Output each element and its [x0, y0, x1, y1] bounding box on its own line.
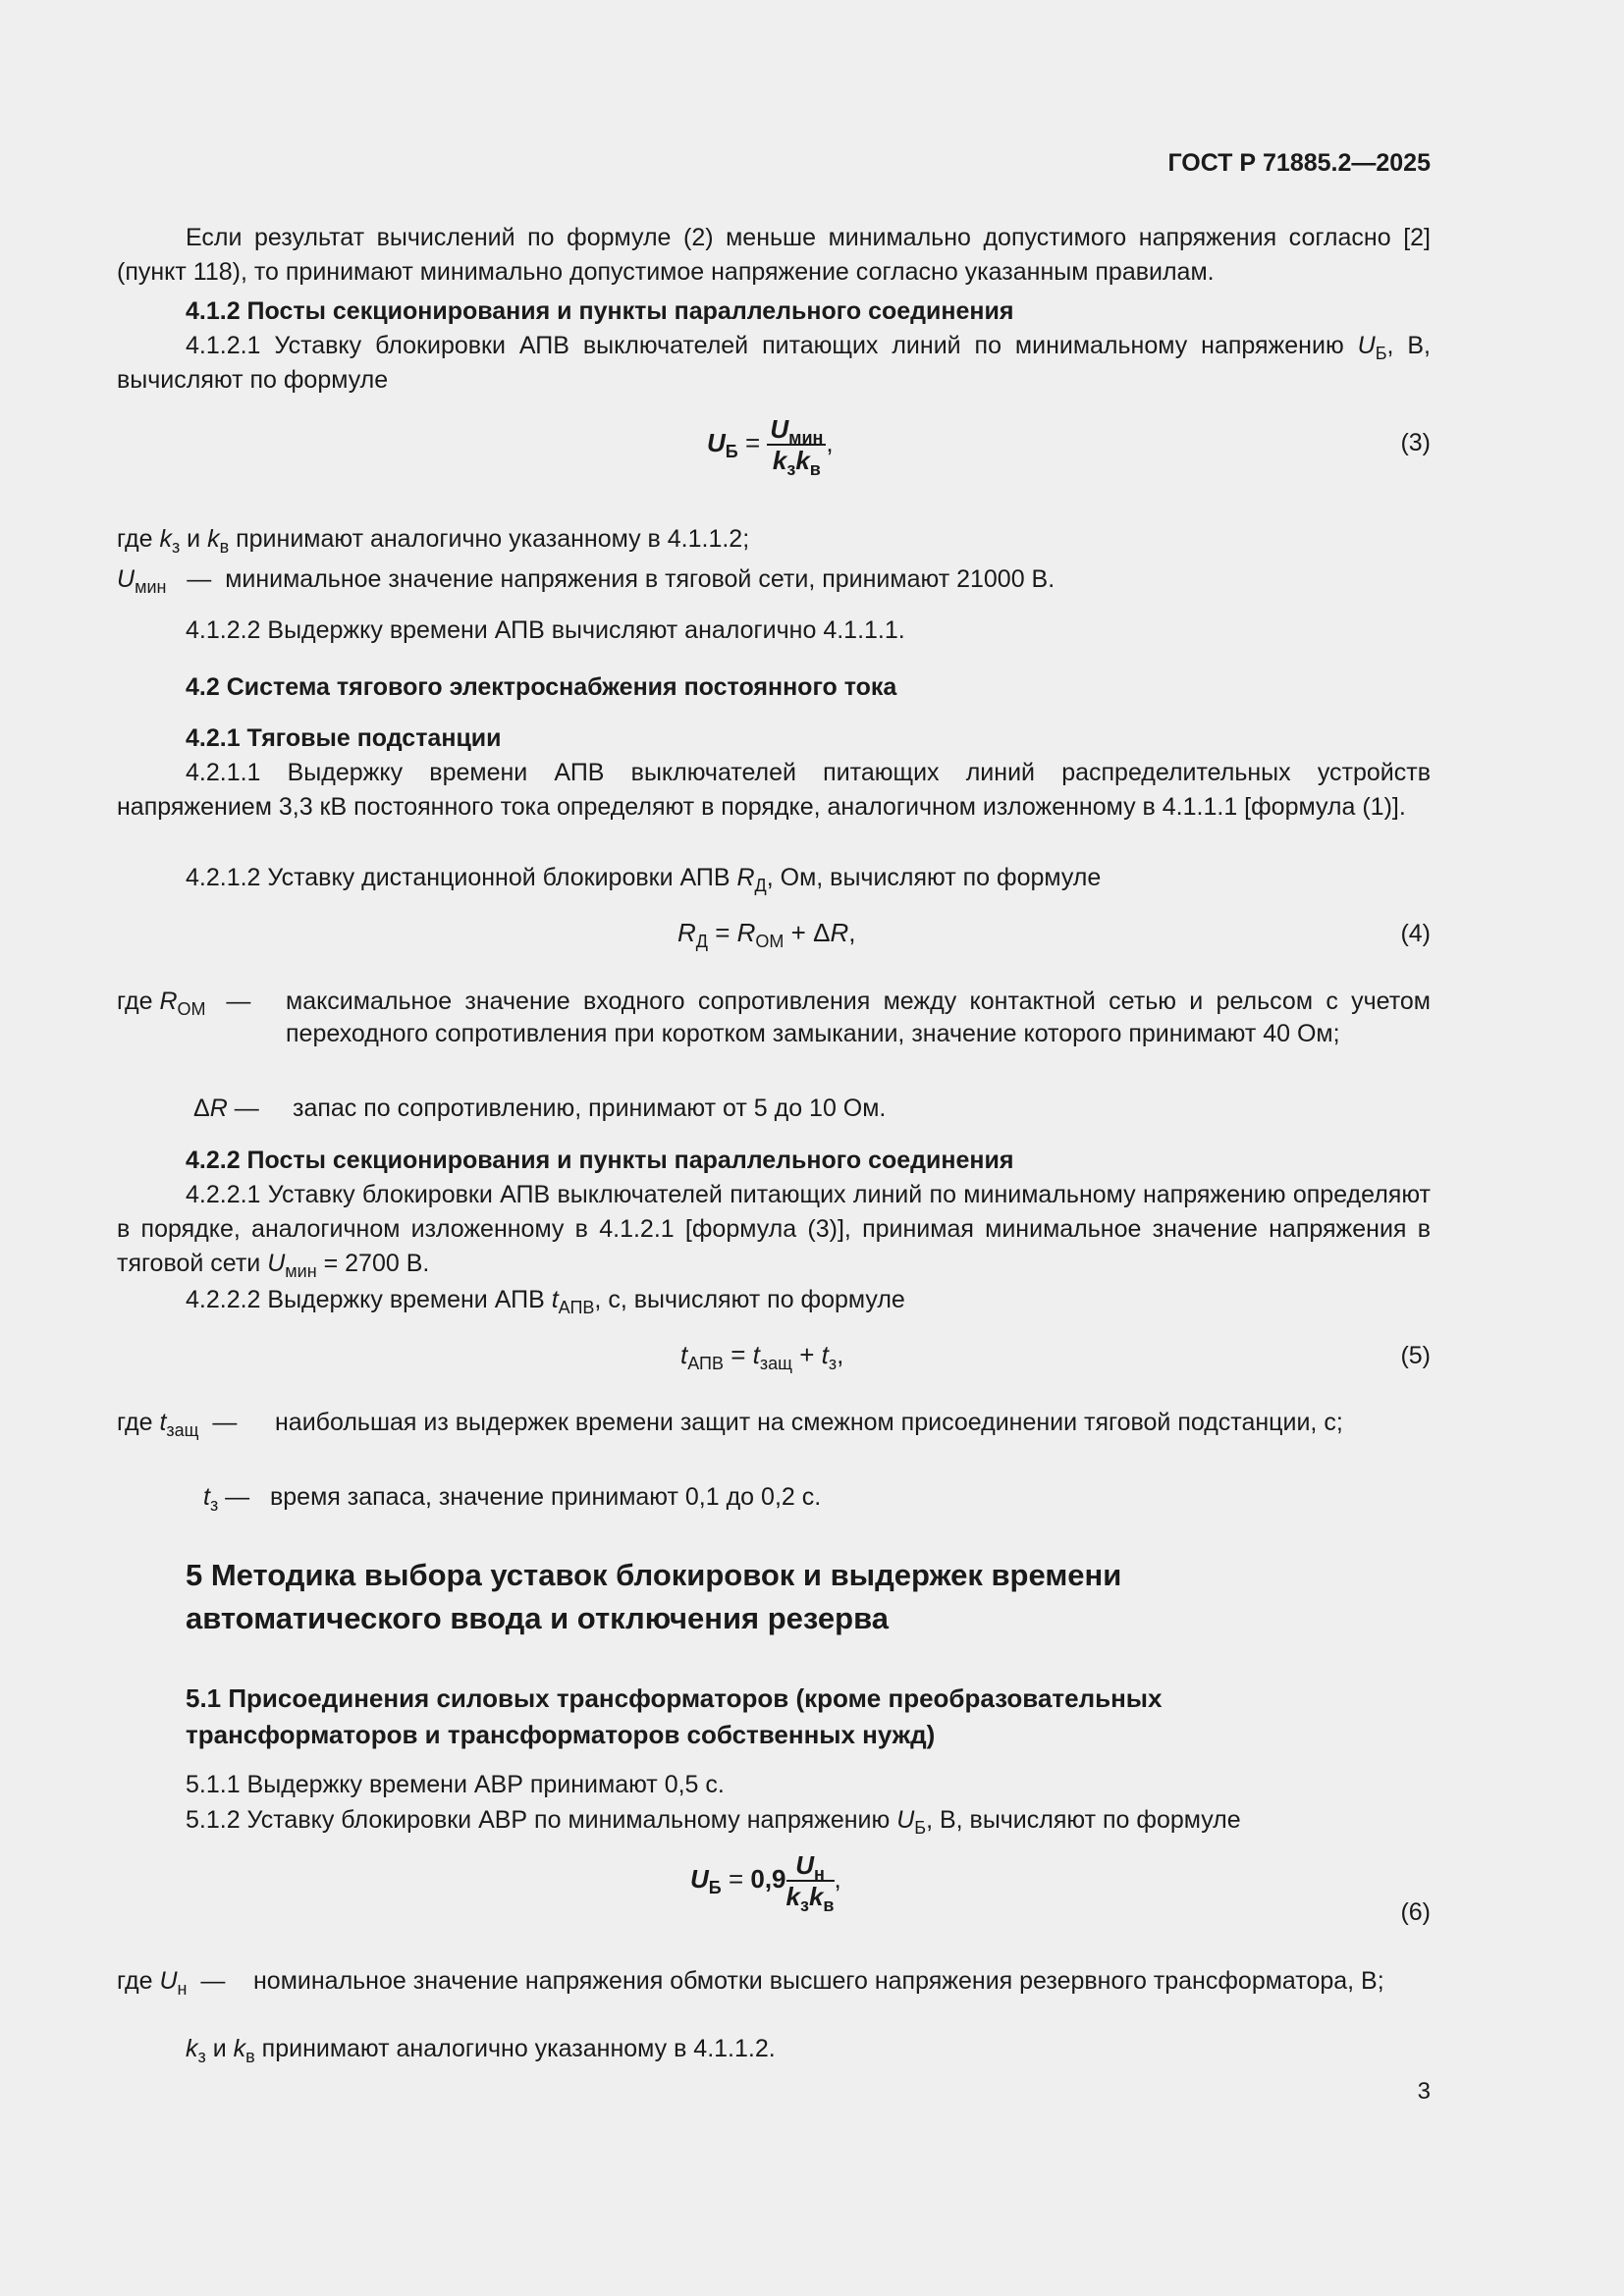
paragraph-4-2-1-2: 4.2.1.2 Уставку дистанционной блокировки АПВ $R_Д$, Ом, вычисляют по формуле: [186, 864, 1102, 895]
delta-r-term: ΔR —: [193, 1095, 259, 1122]
where-clause-3: где $k_з$ и $k_в$ принимают аналогично указанному в 4.1.1.2;: [117, 525, 750, 557]
tzasch-term: где $t_{защ}$ —: [117, 1409, 238, 1440]
umin-definition: $U_{мин}$ — минимальное значение напряжения в тяговой сети, принимают 21000 В.: [117, 565, 1056, 597]
heading-5-1-line1: 5.1 Присоединения силовых трансформаторов (кроме преобразовательных: [186, 1683, 1163, 1713]
where-clause-6: $k_з$ и $k_в$ принимают аналогично указанному в 4.1.1.2.: [186, 2035, 776, 2066]
heading-4-2-1: 4.2.1 Тяговые подстанции: [186, 724, 502, 752]
formula-3: $U_Б$ = $\frac{U_{мин}}{k_зk_в}$ ,: [707, 414, 834, 479]
rom-definition: максимальное значение входного сопротивления между контактной сетью и рельсом с учетом переходного сопротивления при коротком замыкании, значение которого принимают 40 Ом;: [286, 988, 1431, 1047]
tz-definition: время запаса, значение принимают 0,1 до 0,2 с.: [270, 1483, 822, 1511]
heading-5-line1: 5 Методика выбора уставок блокировок и выдержек времени: [186, 1558, 1122, 1592]
paragraph-5-1-1: 5.1.1 Выдержку времени АВР принимают 0,5 с.: [186, 1771, 725, 1798]
paragraph-4-2-1-1: 4.2.1.1 Выдержку времени АПВ выключателей питающих линий распределительных устройств напряжением 3,3 кВ постоянного тока определяют в порядке, аналогичном изложенному в 4.1.1.1 [формула (1)].: [117, 759, 1431, 821]
un-definition: номинальное значение напряжения обмотки высшего напряжения резервного трансформатора, В;: [253, 1967, 1384, 1995]
equation-number-3: (3): [1400, 429, 1431, 456]
paragraph-4-2-2-2: 4.2.2.2 Выдержку времени АПВ $t_{АПВ}$, с, вычисляют по формуле: [186, 1286, 905, 1317]
page-number: 3: [1417, 2078, 1431, 2105]
document-code: ГОСТ Р 71885.2—2025: [1167, 149, 1431, 177]
delta-r-definition: запас по сопротивлению, принимают от 5 до 10 Ом.: [293, 1095, 887, 1122]
heading-4-2-2: 4.2.2 Посты секционирования и пункты параллельного соединения: [186, 1147, 1014, 1174]
formula-6: $U_Б = 0,9$ $\frac{U_н}{k_зk_в}$ ,: [690, 1850, 841, 1915]
paragraph-result: Если результат вычислений по формуле (2) меньше минимально допустимого напряжения согласно [2] (пункт 118), то принимают минимально допустимое напряжение согласно указанным правилам.: [117, 224, 1431, 286]
tz-term: $t_з$ —: [203, 1483, 250, 1515]
paragraph-4-1-2-1: 4.1.2.1 Уставку блокировки АПВ выключателей питающих линий по минимальному напряжению $U_Б$, В, вычисляют по формуле: [117, 332, 1431, 394]
heading-5-1-line2: трансформаторов и трансформаторов собственных нужд): [186, 1720, 936, 1749]
rom-term: где $R_{ОМ}$ —: [117, 988, 251, 1019]
paragraph-4-2-2-1: 4.2.2.1 Уставку блокировки АПВ выключателей питающих линий по минимальному напряжению определяют в порядке, аналогичном изложенному в 4.1.2.1 [формула (3)], принимая минимальное значение напряжения в тяговой сети $U_{мин} = 2700$ В.: [117, 1181, 1431, 1281]
heading-5-line2: автоматического ввода и отключения резерва: [186, 1601, 889, 1635]
heading-4-1-2: 4.1.2 Посты секционирования и пункты параллельного соединения: [186, 297, 1014, 325]
paragraph-4-1-2-2: 4.1.2.2 Выдержку времени АПВ вычисляют аналогично 4.1.1.1.: [186, 616, 905, 644]
equation-number-4: (4): [1400, 920, 1431, 947]
heading-4-2: 4.2 Система тягового электроснабжения постоянного тока: [186, 673, 897, 701]
formula-5: $t_{АПВ} = t_{защ} + t_з$,: [680, 1340, 844, 1373]
equation-number-5: (5): [1400, 1342, 1431, 1369]
tzasch-definition: наибольшая из выдержек времени защит на смежном присоединении тяговой подстанции, с;: [275, 1409, 1343, 1436]
equation-number-6: (6): [1400, 1898, 1431, 1926]
formula-4: $R_Д = R_{ОМ} + \Delta R$,: [677, 918, 856, 951]
un-term: где $U_н$ —: [117, 1967, 226, 1999]
paragraph-5-1-2: 5.1.2 Уставку блокировки АВР по минимальному напряжению $U_Б$, В, вычисляют по формуле: [186, 1806, 1241, 1838]
